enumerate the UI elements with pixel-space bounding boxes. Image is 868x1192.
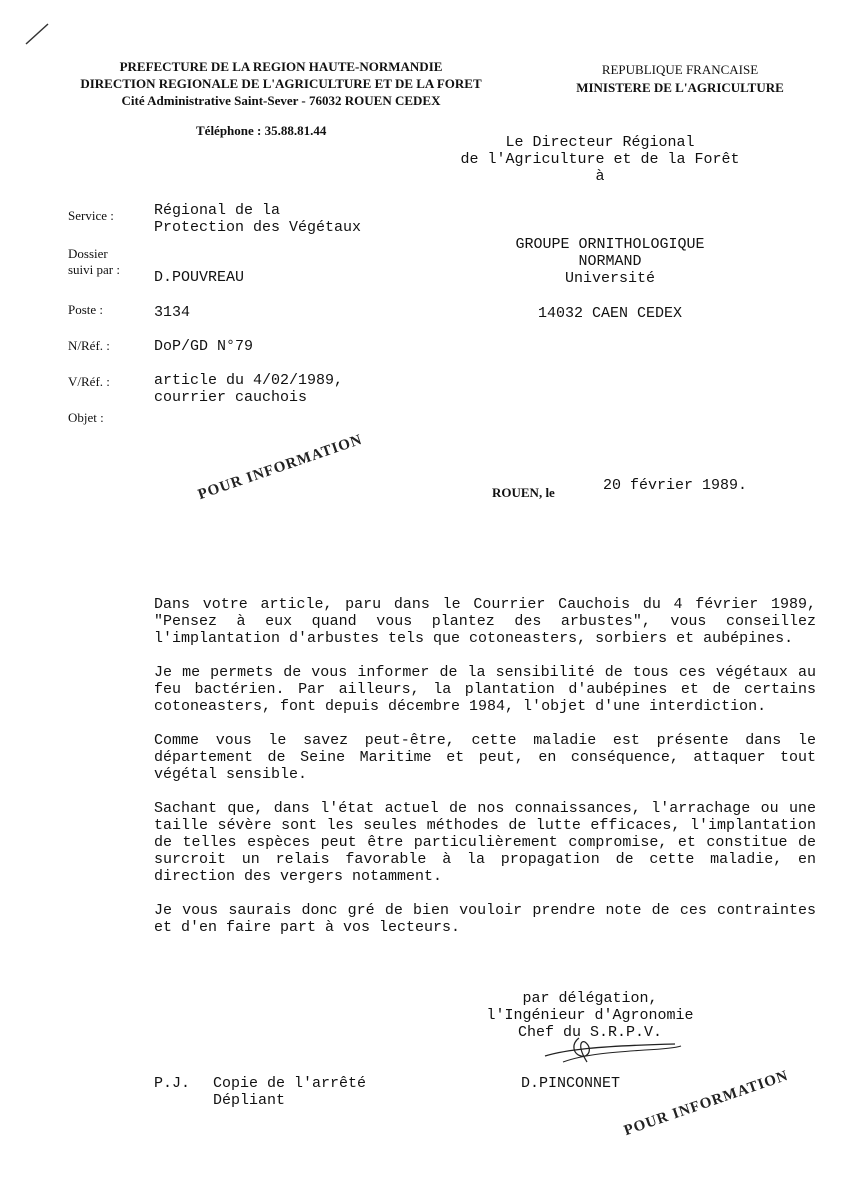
sender-line-3: à xyxy=(595,168,605,185)
vref-value-line-1: article du 4/02/1989, xyxy=(154,372,344,389)
letterhead-prefecture xyxy=(66,58,496,109)
objet-label: Objet : xyxy=(68,410,104,425)
nref-value: DoP/GD N°79 xyxy=(154,338,254,355)
body-paragraph: Dans votre article, paru dans le Courrier Cauchois du 4 février 1989, "Pensez à eux quand vous plantez des arbustes", vous conseillez l'implantation d'arbustes tels que cotoneasters, sorbiers et aubépines. xyxy=(154,596,816,647)
pour-information-stamp: POUR INFORMATION xyxy=(622,1067,791,1140)
poste-label: Poste : xyxy=(68,302,104,317)
attachments-list xyxy=(213,1075,366,1109)
recipient-block xyxy=(490,236,730,322)
letterhead-ministere: MINISTERE DE L'AGRICULTURE xyxy=(576,80,784,95)
letterhead-ministry xyxy=(560,61,800,97)
body-paragraph: Sachant que, dans l'état actuel de nos connaissances, l'arrachage ou une taille sévère sont les seules méthodes de lutte efficaces, l'implantation de telles espèces peut être particulièrement compromise, et constitue de surcroit un relais favorable à la propagation de cette maladie, en direction des vergers notamment. xyxy=(154,800,816,885)
sender-line-1: Le Directeur Régional xyxy=(505,134,695,151)
attachments-label: P.J. xyxy=(154,1075,191,1092)
service-label: Service : xyxy=(68,208,114,223)
body-paragraph: Je me permets de vous informer de la sensibilité de tous ces végétaux au feu bactérien. Par ailleurs, la plantation d'aubépines et de certains cotoneasters, font depuis décembre 1984, l'objet d'une interdiction. xyxy=(154,664,816,715)
body-paragraph: Comme vous le savez peut-être, cette maladie est présente dans le département de Seine Maritime et peut, en conséquence, attaquer tout végétal sensible. xyxy=(154,732,816,783)
service-value-line-1: Régional de la xyxy=(154,202,281,219)
dossier-label xyxy=(68,246,120,278)
dossier-label-line-2: suivi par : xyxy=(68,262,120,277)
service-value-line-2: Protection des Végétaux xyxy=(154,219,362,236)
poste-value: 3134 xyxy=(154,304,191,321)
signature-line-2: l'Ingénieur d'Agronomie xyxy=(486,1007,694,1024)
letter-date: 20 février 1989. xyxy=(603,477,748,494)
pen-stroke-mark xyxy=(22,18,52,48)
recipient-line-2: NORMAND xyxy=(578,253,642,270)
letterhead-line-prefecture: PREFECTURE DE LA REGION HAUTE-NORMANDIE xyxy=(119,59,443,74)
letter-body xyxy=(154,596,816,953)
sender-line-2: de l'Agriculture et de la Forêt xyxy=(460,151,740,168)
letterhead-line-direction: DIRECTION REGIONALE DE L'AGRICULTURE ET DE LA FORET xyxy=(80,76,482,91)
handwritten-signature xyxy=(535,1032,685,1072)
signature-line-1: par délégation, xyxy=(522,990,658,1007)
place-label: ROUEN, le xyxy=(492,485,555,500)
recipient-line-1: GROUPE ORNITHOLOGIQUE xyxy=(515,236,705,253)
attachment-item: Dépliant xyxy=(213,1092,286,1109)
letterhead-republique: REPUBLIQUE FRANCAISE xyxy=(601,62,759,77)
vref-label: V/Réf. : xyxy=(68,374,110,389)
nref-label: N/Réf. : xyxy=(68,338,110,353)
sender-block xyxy=(440,134,760,185)
service-value xyxy=(154,202,361,236)
vref-value xyxy=(154,372,343,406)
letterhead-line-address: Cité Administrative Saint-Sever - 76032 ROUEN CEDEX xyxy=(121,93,441,108)
recipient-city: 14032 CAEN CEDEX xyxy=(537,305,683,322)
dossier-label-line-1: Dossier xyxy=(68,246,108,261)
attachment-item: Copie de l'arrêté xyxy=(213,1075,367,1092)
signatory-name: D.PINCONNET xyxy=(521,1075,621,1092)
pour-information-stamp: POUR INFORMATION xyxy=(196,431,365,504)
body-paragraph: Je vous saurais donc gré de bien vouloir prendre note de ces contraintes et d'en faire part à vos lecteurs. xyxy=(154,902,816,936)
letterhead-telephone: Téléphone : 35.88.81.44 xyxy=(196,123,327,138)
signature-line-3: Chef du S.R.P.V. xyxy=(517,1024,663,1041)
recipient-line-3: Université xyxy=(564,270,655,287)
dossier-value: D.POUVREAU xyxy=(154,269,245,286)
vref-value-line-2: courrier cauchois xyxy=(154,389,308,406)
